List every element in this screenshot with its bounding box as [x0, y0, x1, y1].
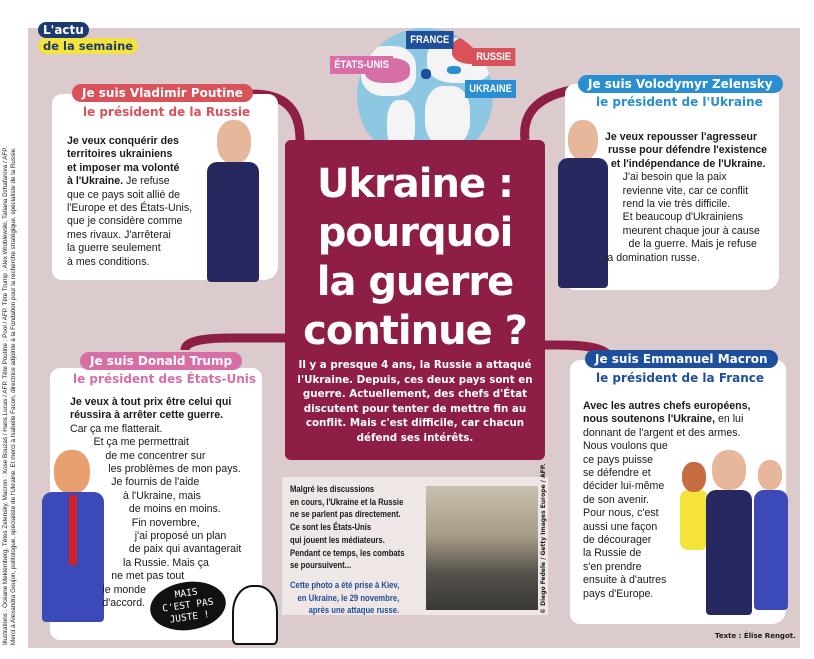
name-trump: Je suis Donald Trump — [80, 352, 242, 370]
label-ukraine: UKRAINE — [465, 80, 516, 98]
author-credit: Texte : Élise Rengot. — [715, 632, 796, 640]
title-line: Ukraine : — [316, 161, 514, 207]
title-line: continue ? — [303, 308, 527, 354]
quote-zelensky: Je veux repousser l'agresseur russe pour défendre l'existence et l'indépendance de l'Ukraine. J'ai besoin que la paix revienne vite, car ce conflit rend la vie très difficile. Et beaucoup d'Ukrainiens meurent chaque jour à cause de la guerre. Mais je refuse la domination russe. — [605, 131, 768, 264]
credits-line: Illustrations : Océane Meklemberg. Têtes Zelensky, Macron : Xose Bouzas / Hans Lucas / AFP. Tête Poutine : Pool / AFP. Tête Trump : Alex Wroblewski, Tatiana Dzhafarova / AFP. — [2, 146, 9, 645]
title-line: la guerre — [316, 259, 514, 305]
photo-caption: Cette photo a été prise à Kiev, en Ukraine, le 29 novembre, après une attaque russe. — [290, 579, 400, 615]
role-macron: le président de la France — [596, 371, 765, 385]
role-trump: le président des États-Unis — [73, 372, 256, 386]
photo-credit: © Diego Fedele / Getty Images Europe / AFP. — [540, 463, 547, 614]
credits-line: Merci à Alexandra Goujon, politologue, spécialiste de l'Ukraine. Et merci à Isabelle Facon, directrice adjointe à la Fondation pour la recherche stratégique, spécialiste de la Russie. — [10, 147, 17, 645]
section-badge: L'actu — [38, 22, 89, 38]
ukraine-shape — [447, 66, 461, 74]
quote-macron: Avec les autres chefs européens, nous soutenons l'Ukraine, en lui donnant de l'argent et des armes. Nous voulons que ce pays puisse se défendre et décider lui-même de son avenir. Pour nous, c'est aussi une façon de décourager la Russie de s'en prendre ensuite à d'autres pays d'Europe. — [583, 400, 751, 600]
name-zelensky: Je suis Volodymyr Zelensky — [578, 75, 783, 93]
role-zelensky: le président de l'Ukraine — [596, 95, 763, 109]
role-poutine: le président de la Russie — [83, 105, 251, 119]
name-poutine: Je suis Vladimir Poutine — [72, 84, 253, 102]
label-russia: RUSSIE — [472, 48, 515, 66]
quote-trump: Je veux à tout prix être celui qui réussira à arrêter cette guerre. Car ça me flatterait. Et ça me permettrait de me concentrer sur les problèmes de mon pays. Je fournis de l'aide à l'Ukraine, mais de moins en moins. Fin novembre, j'ai proposé un plan de paix qui avantagerait la Russie. Mais ça ne met pas tout le monde d'accord. — [70, 396, 242, 610]
photo-box-text: Malgré les discussions en cours, l'Ukraine et la Russie ne se parlent pas directement. Ce sont les États-Unis qui jouent les médiateurs. Pendant ce temps, les combats se poursuivent... — [290, 483, 405, 571]
label-usa: ÉTATS-UNIS — [330, 56, 393, 74]
section-badge-sub: de la semaine — [38, 38, 138, 54]
connector-trump — [185, 338, 300, 350]
quote-poutine: Je veux conquérir des territoires ukrainiens et imposer ma volonté à l'Ukraine. Je refuse que ce pays soit allié de l'Europe et des États-Unis, que je considère comme mes rivaux. J'arrêterai la guerre seulement à mes conditions. — [67, 135, 193, 268]
page-title — [285, 160, 545, 356]
france-shape — [421, 69, 431, 79]
label-france: FRANCE — [406, 31, 453, 49]
war-photo — [426, 486, 538, 610]
title-line: pourquoi — [317, 210, 513, 256]
name-macron: Je suis Emmanuel Macron — [585, 350, 778, 368]
bubble-text: MAIS C'EST PAS JUSTE ! — [161, 586, 215, 626]
intro-text: Il y a presque 4 ans, la Russie a attaqué l'Ukraine. Depuis, ces deux pays sont en guerre. Actuellement, des chefs d'État discutent pour tenter de mettre fin au conflit. Mais c'est difficile, car chacun défend ses intérêts. — [297, 359, 533, 444]
